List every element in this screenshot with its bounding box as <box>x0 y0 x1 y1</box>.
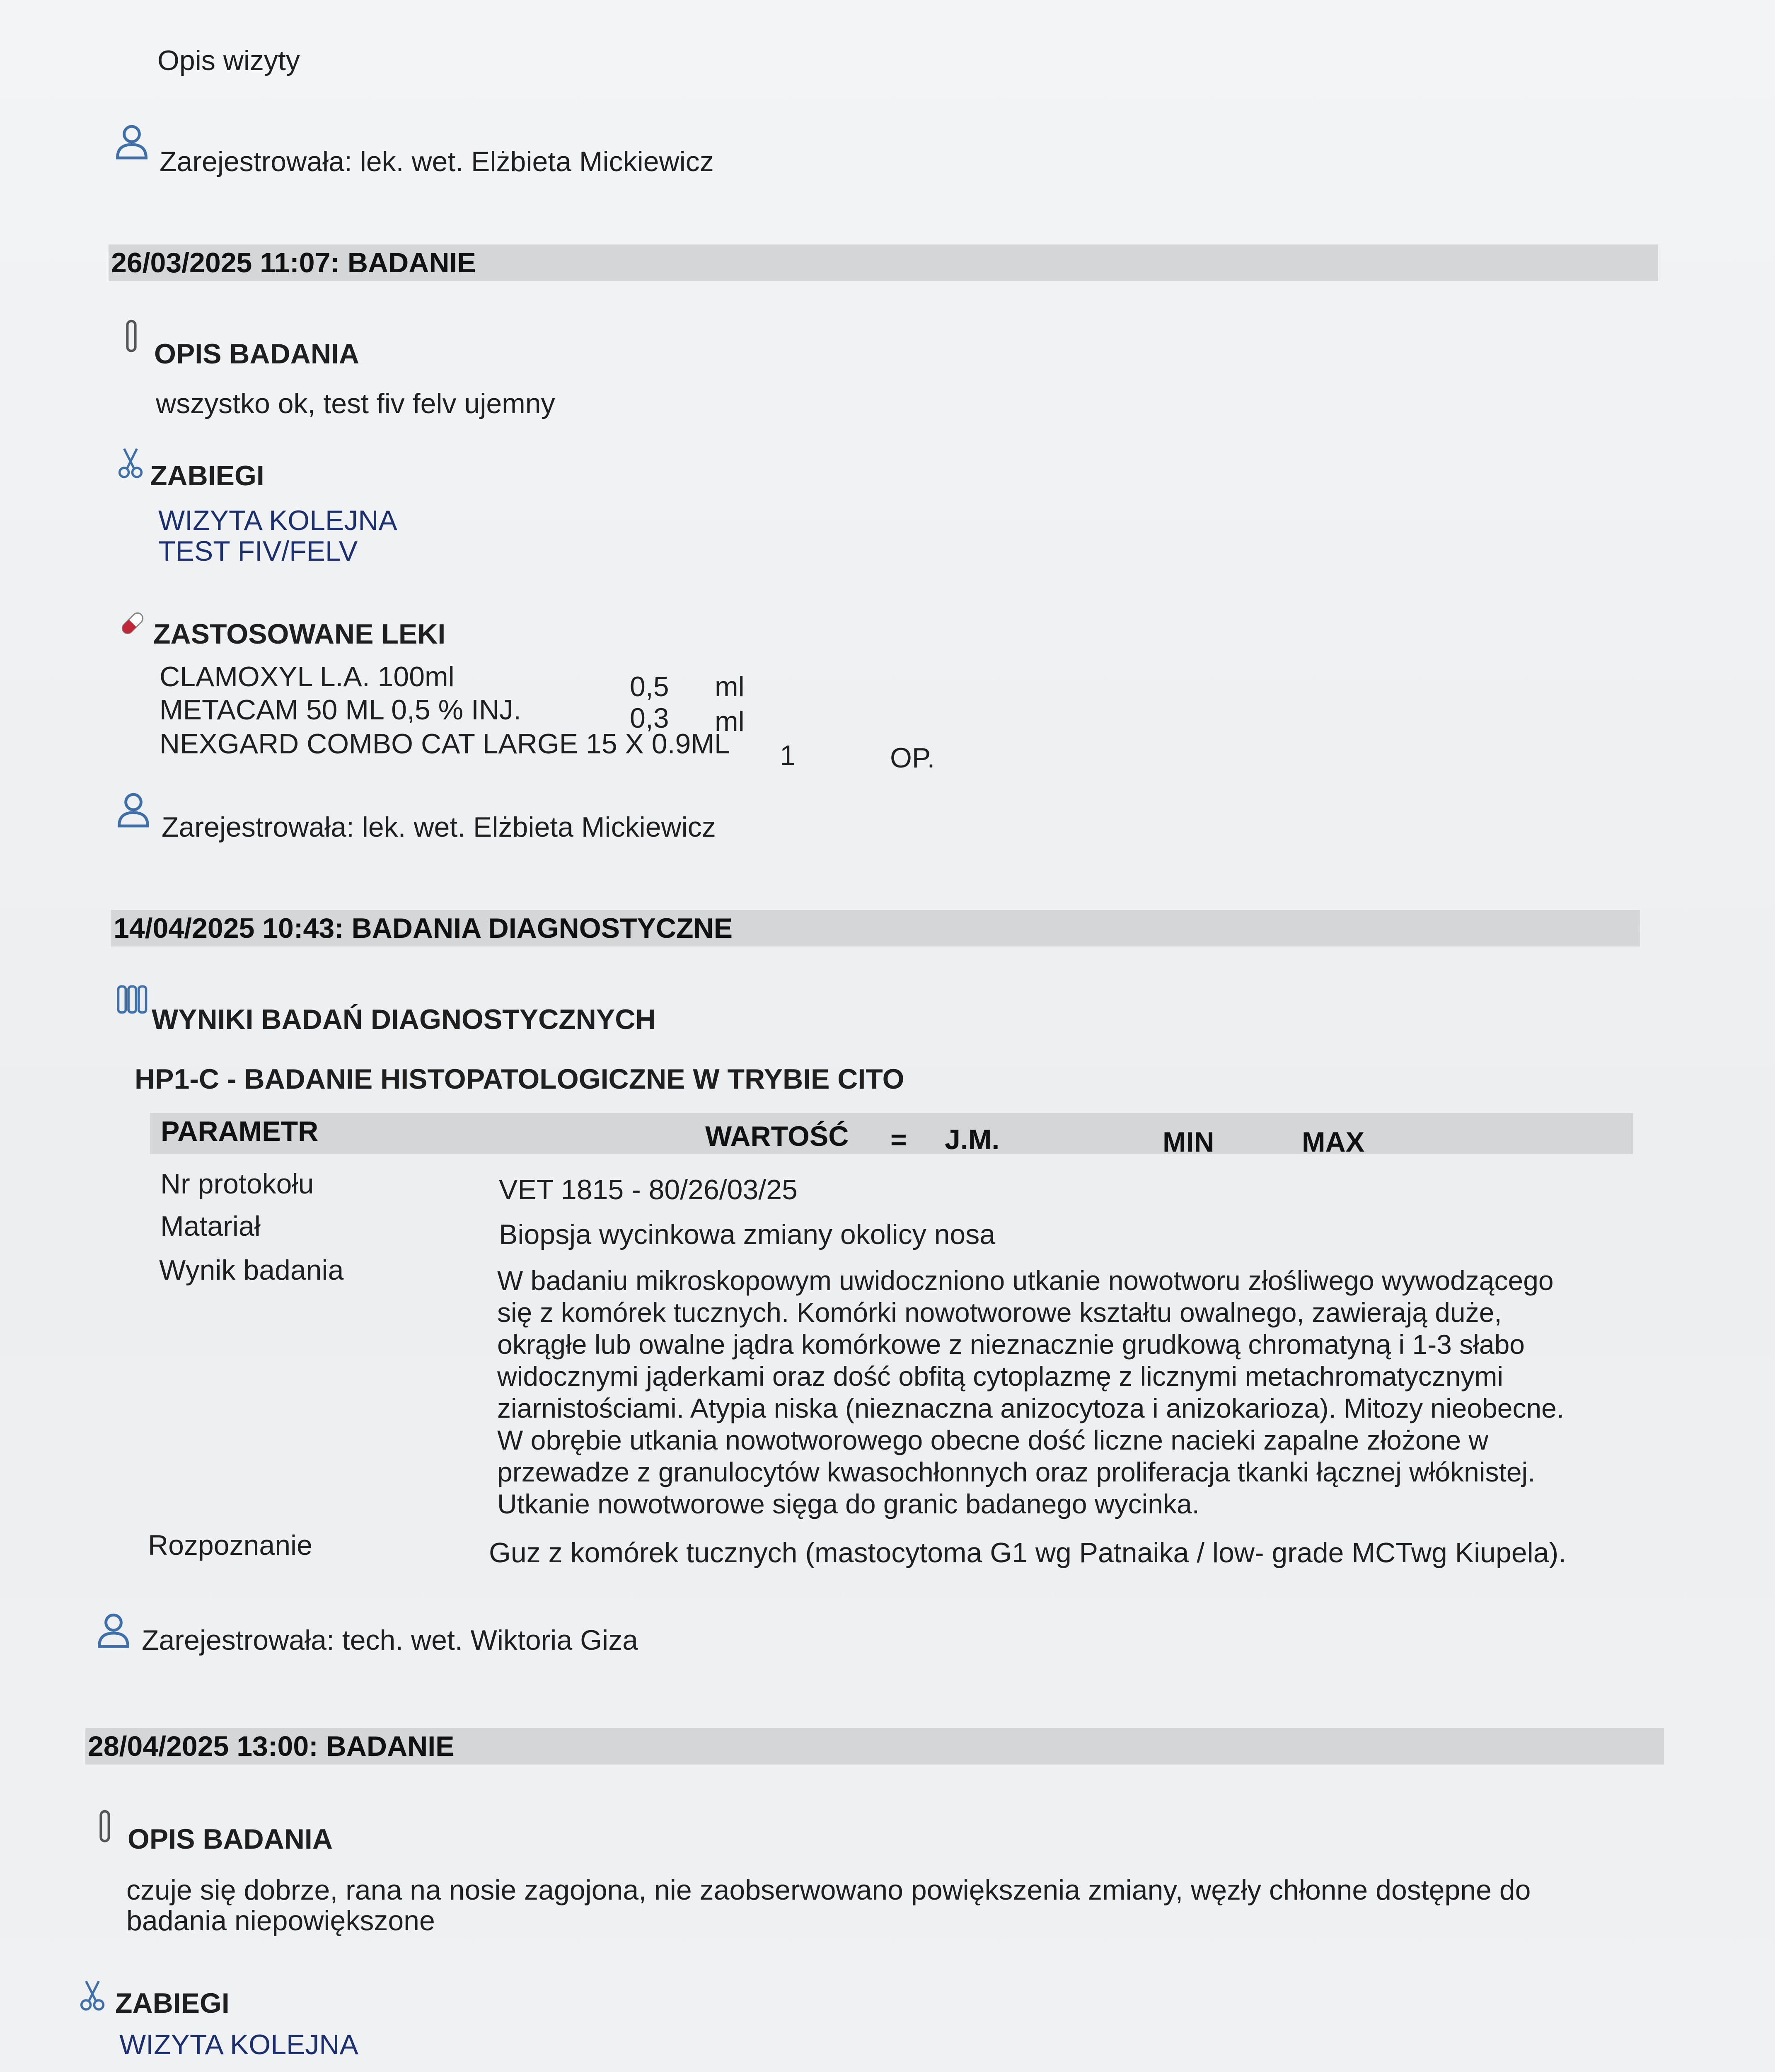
entry-header-band <box>111 910 1640 946</box>
param-value: Biopsja wycinkowa zmiany okolicy nosa <box>499 1219 996 1250</box>
drug-name: CLAMOXYL L.A. 100ml <box>160 661 455 692</box>
column-equals: = <box>890 1124 907 1155</box>
result-line: W obrębie utkania nowotworowego obecne dość liczne nacieki zapalne złożone w <box>497 1425 1489 1455</box>
param-label: Nr protokołu <box>160 1168 314 1200</box>
pill-icon <box>117 608 148 639</box>
exam-description-title: OPIS BADANIA <box>128 1823 333 1855</box>
drug-unit: ml <box>715 706 745 737</box>
exam-description-title: OPIS BADANIA <box>154 338 359 370</box>
registered-by: Zarejestrowała: tech. wet. Wiktoria Giza <box>142 1624 638 1656</box>
exam-description-text: wszystko ok, test fiv felv ujemny <box>156 388 555 419</box>
test-title: HP1-C - BADANIE HISTOPATOLOGICZNE W TRYBIE CITO <box>135 1063 904 1095</box>
drugs-title: ZASTOSOWANE LEKI <box>153 618 446 650</box>
description-line: badania niepowiększone <box>126 1905 435 1936</box>
procedure-item: WIZYTA KOLEJNA <box>119 2029 358 2060</box>
entry-header-band <box>85 1728 1664 1765</box>
drug-unit: OP. <box>890 742 935 774</box>
param-label: Matariał <box>160 1210 261 1242</box>
drug-name: NEXGARD COMBO CAT LARGE 15 X 0.9ML <box>160 728 730 760</box>
result-line: ziarnistościami. Atypia niska (nieznaczna anizocytoza i anizokarioza). Mitozy nieobecne. <box>497 1393 1565 1423</box>
column-unit: J.M. <box>945 1124 1000 1155</box>
drug-quantity: 0,5 <box>630 671 669 702</box>
result-line: przewadze z granulocytów kwasochłonnych oraz proliferacja tkanki łącznej włóknistej. <box>497 1457 1536 1487</box>
param-label: Rozpoznanie <box>148 1530 312 1561</box>
drug-quantity: 1 <box>780 740 796 771</box>
entry-header: 14/04/2025 10:43: BADANIA DIAGNOSTYCZNE <box>114 913 733 944</box>
diagnostic-results-title: WYNIKI BADAŃ DIAGNOSTYCZNYCH <box>152 1004 656 1035</box>
result-line: widocznymi jąderkami oraz dość obfitą cytoplazmę z licznymi metachromatycznymi <box>497 1361 1504 1392</box>
user-icon <box>113 123 151 161</box>
result-line: W badaniu mikroskopowym uwidoczniono utkanie nowotworu złośliwego wywodzącego <box>497 1265 1554 1296</box>
entry-header-band <box>109 244 1658 281</box>
registered-by: Zarejestrowała: lek. wet. Elżbieta Mickiewicz <box>162 811 716 843</box>
procedure-item: TEST FIV/FELV <box>158 535 358 567</box>
drug-quantity: 0,3 <box>630 702 669 734</box>
visit-description-heading: Opis wizyty <box>157 45 300 76</box>
column-wartosc: WARTOŚĆ <box>705 1121 849 1152</box>
result-line: okrągłe lub owalne jądra komórkowe z nieznacznie grudkową chromatyną i 1-3 słabo <box>497 1329 1525 1360</box>
test-tubes-icon <box>115 985 149 1016</box>
test-tube-icon <box>121 319 142 359</box>
column-min: MIN <box>1163 1126 1214 1158</box>
result-line: Utkanie nowotworowe sięga do granic badanego wycinka. <box>497 1489 1200 1519</box>
exam-description-text <box>126 1875 1531 1936</box>
registered-by: Zarejestrowała: lek. wet. Elżbieta Mickiewicz <box>160 146 714 177</box>
entry-header: 26/03/2025 11:07: BADANIE <box>111 247 476 278</box>
scissors-icon <box>117 447 144 480</box>
drug-name: METACAM 50 ML 0,5 % INJ. <box>160 694 521 726</box>
user-icon <box>114 791 152 829</box>
drug-unit: ml <box>715 671 745 702</box>
result-description <box>497 1265 1564 1520</box>
result-line: się z komórek tucznych. Komórki nowotworowe kształtu owalnego, zawierają duże, <box>497 1297 1502 1328</box>
param-value: VET 1815 - 80/26/03/25 <box>499 1174 798 1205</box>
test-tube-icon <box>94 1809 115 1849</box>
results-table-header <box>150 1113 1633 1158</box>
user-icon <box>94 1611 133 1649</box>
scissors-icon <box>79 1979 106 2012</box>
procedure-item: WIZYTA KOLEJNA <box>158 505 397 536</box>
column-max: MAX <box>1302 1126 1365 1158</box>
column-parametr: PARAMETR <box>161 1116 319 1147</box>
procedures-title: ZABIEGI <box>150 460 264 491</box>
description-line: czuje się dobrze, rana na nosie zagojona, nie zaobserwowano powiększenia zmiany, węzły chłonne dostępne do <box>126 1874 1531 1906</box>
param-label: Wynik badania <box>159 1254 344 1286</box>
procedures-title: ZABIEGI <box>115 1987 230 2019</box>
entry-header: 28/04/2025 13:00: BADANIE <box>88 1731 455 1762</box>
param-value: Guz z komórek tucznych (mastocytoma G1 wg Patnaika / low- grade MCTwg Kiupela). <box>489 1537 1567 1569</box>
